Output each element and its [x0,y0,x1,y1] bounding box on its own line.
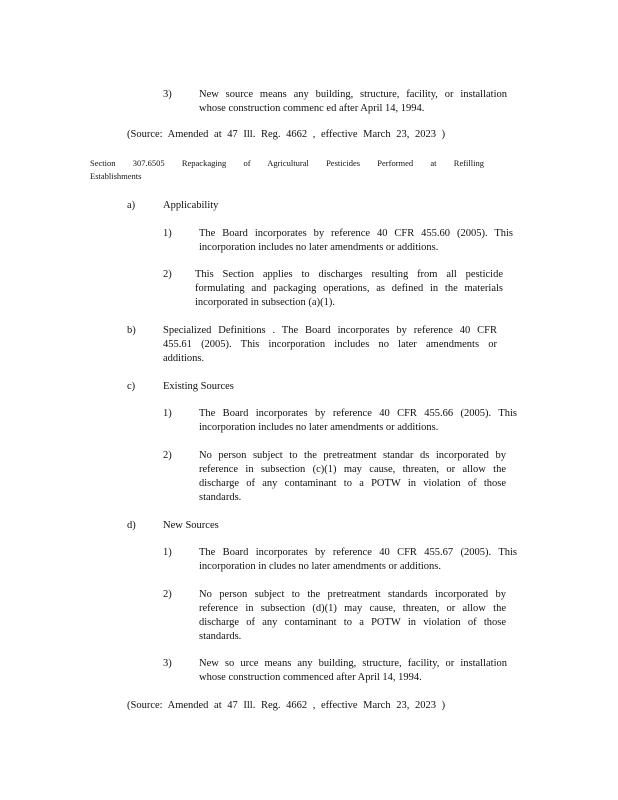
text-line: standards. [199,631,242,642]
text-line: incorporation in cludes no later amendments or additions. [199,561,442,572]
item-text [199,449,506,505]
subsection-title: Applicability [163,200,219,211]
text-line: whose construction commenc ed after April 14, 1994. [199,103,425,114]
text-line: No person subject to the pretreatment standar ds incorporated by [199,450,506,461]
text-line: This Section applies to discharges resulting from all pesticide [195,269,503,280]
text-line: The Board incorporates by reference 40 CFR 455.60 (2005). This [199,228,513,239]
subsection-title: Existing Sources [163,381,234,392]
text-line: New so urce means any building, structure, facility, or installation [199,658,507,669]
item-text [199,588,506,644]
item-number: 1) [163,228,172,239]
text-line: incorporated in subsection (a)(1). [195,297,335,308]
text-line: additions. [163,353,205,364]
item-text [199,227,513,255]
subsection-title: New Sources [163,520,219,531]
item-text [199,657,507,685]
item-number: 2) [163,269,172,280]
item-number: 3) [163,89,172,100]
text-line: The Board incorporates by reference 40 CFR 455.66 (2005). This [199,408,517,419]
item-text [199,407,517,435]
text-line: whose construction commenced after April 14, 1994. [199,672,422,683]
item-number: 1) [163,408,172,419]
text-line: standards. [199,492,242,503]
text-line: New source means any building, structure, facility, or installation [199,89,507,100]
source-note: (Source: Amended at 47 Ill. Reg. 4662 , effective March 23, 2023 ) [127,700,446,711]
text-line: 455.61 (2005). This incorporation includes no later amendments or [163,339,497,350]
subsection-label: a) [127,200,136,211]
item-text [199,88,507,116]
text-line: incorporation includes no later amendments or additions. [199,242,439,253]
text-line: discharge of any contaminant to a POTW in violation of those [199,478,506,489]
item-text [195,268,503,310]
item-number: 3) [163,658,172,669]
section-heading [90,157,484,183]
subsection-label: c) [127,381,136,392]
text-line: No person subject to the pretreatment standards incorporated by [199,589,506,600]
section-heading-line: Establishments [90,171,142,181]
text-line: Specialized Definitions . The Board incorporates by reference 40 CFR [163,325,497,336]
section-heading-line: Section 307.6505 Repackaging of Agricultural Pesticides Performed at Refilling [90,158,484,168]
subsection-text [163,324,497,366]
text-line: reference in subsection (c)(1) may cause, threaten, or allow the [199,464,506,475]
text-line: The Board incorporates by reference 40 CFR 455.67 (2005). This [199,547,517,558]
item-text [199,546,517,574]
item-number: 1) [163,547,172,558]
item-number: 2) [163,450,172,461]
text-line: incorporation includes no later amendments or additions. [199,422,439,433]
subsection-label: d) [127,520,136,531]
source-note: (Source: Amended at 47 Ill. Reg. 4662 , effective March 23, 2023 ) [127,129,446,140]
item-number: 2) [163,589,172,600]
subsection-label: b) [127,325,136,336]
text-line: discharge of any contaminant to a POTW in violation of those [199,617,506,628]
text-line: reference in subsection (d)(1) may cause, threaten, or allow the [199,603,506,614]
text-line: formulating and packaging operations, as defined in the materials [195,283,503,294]
